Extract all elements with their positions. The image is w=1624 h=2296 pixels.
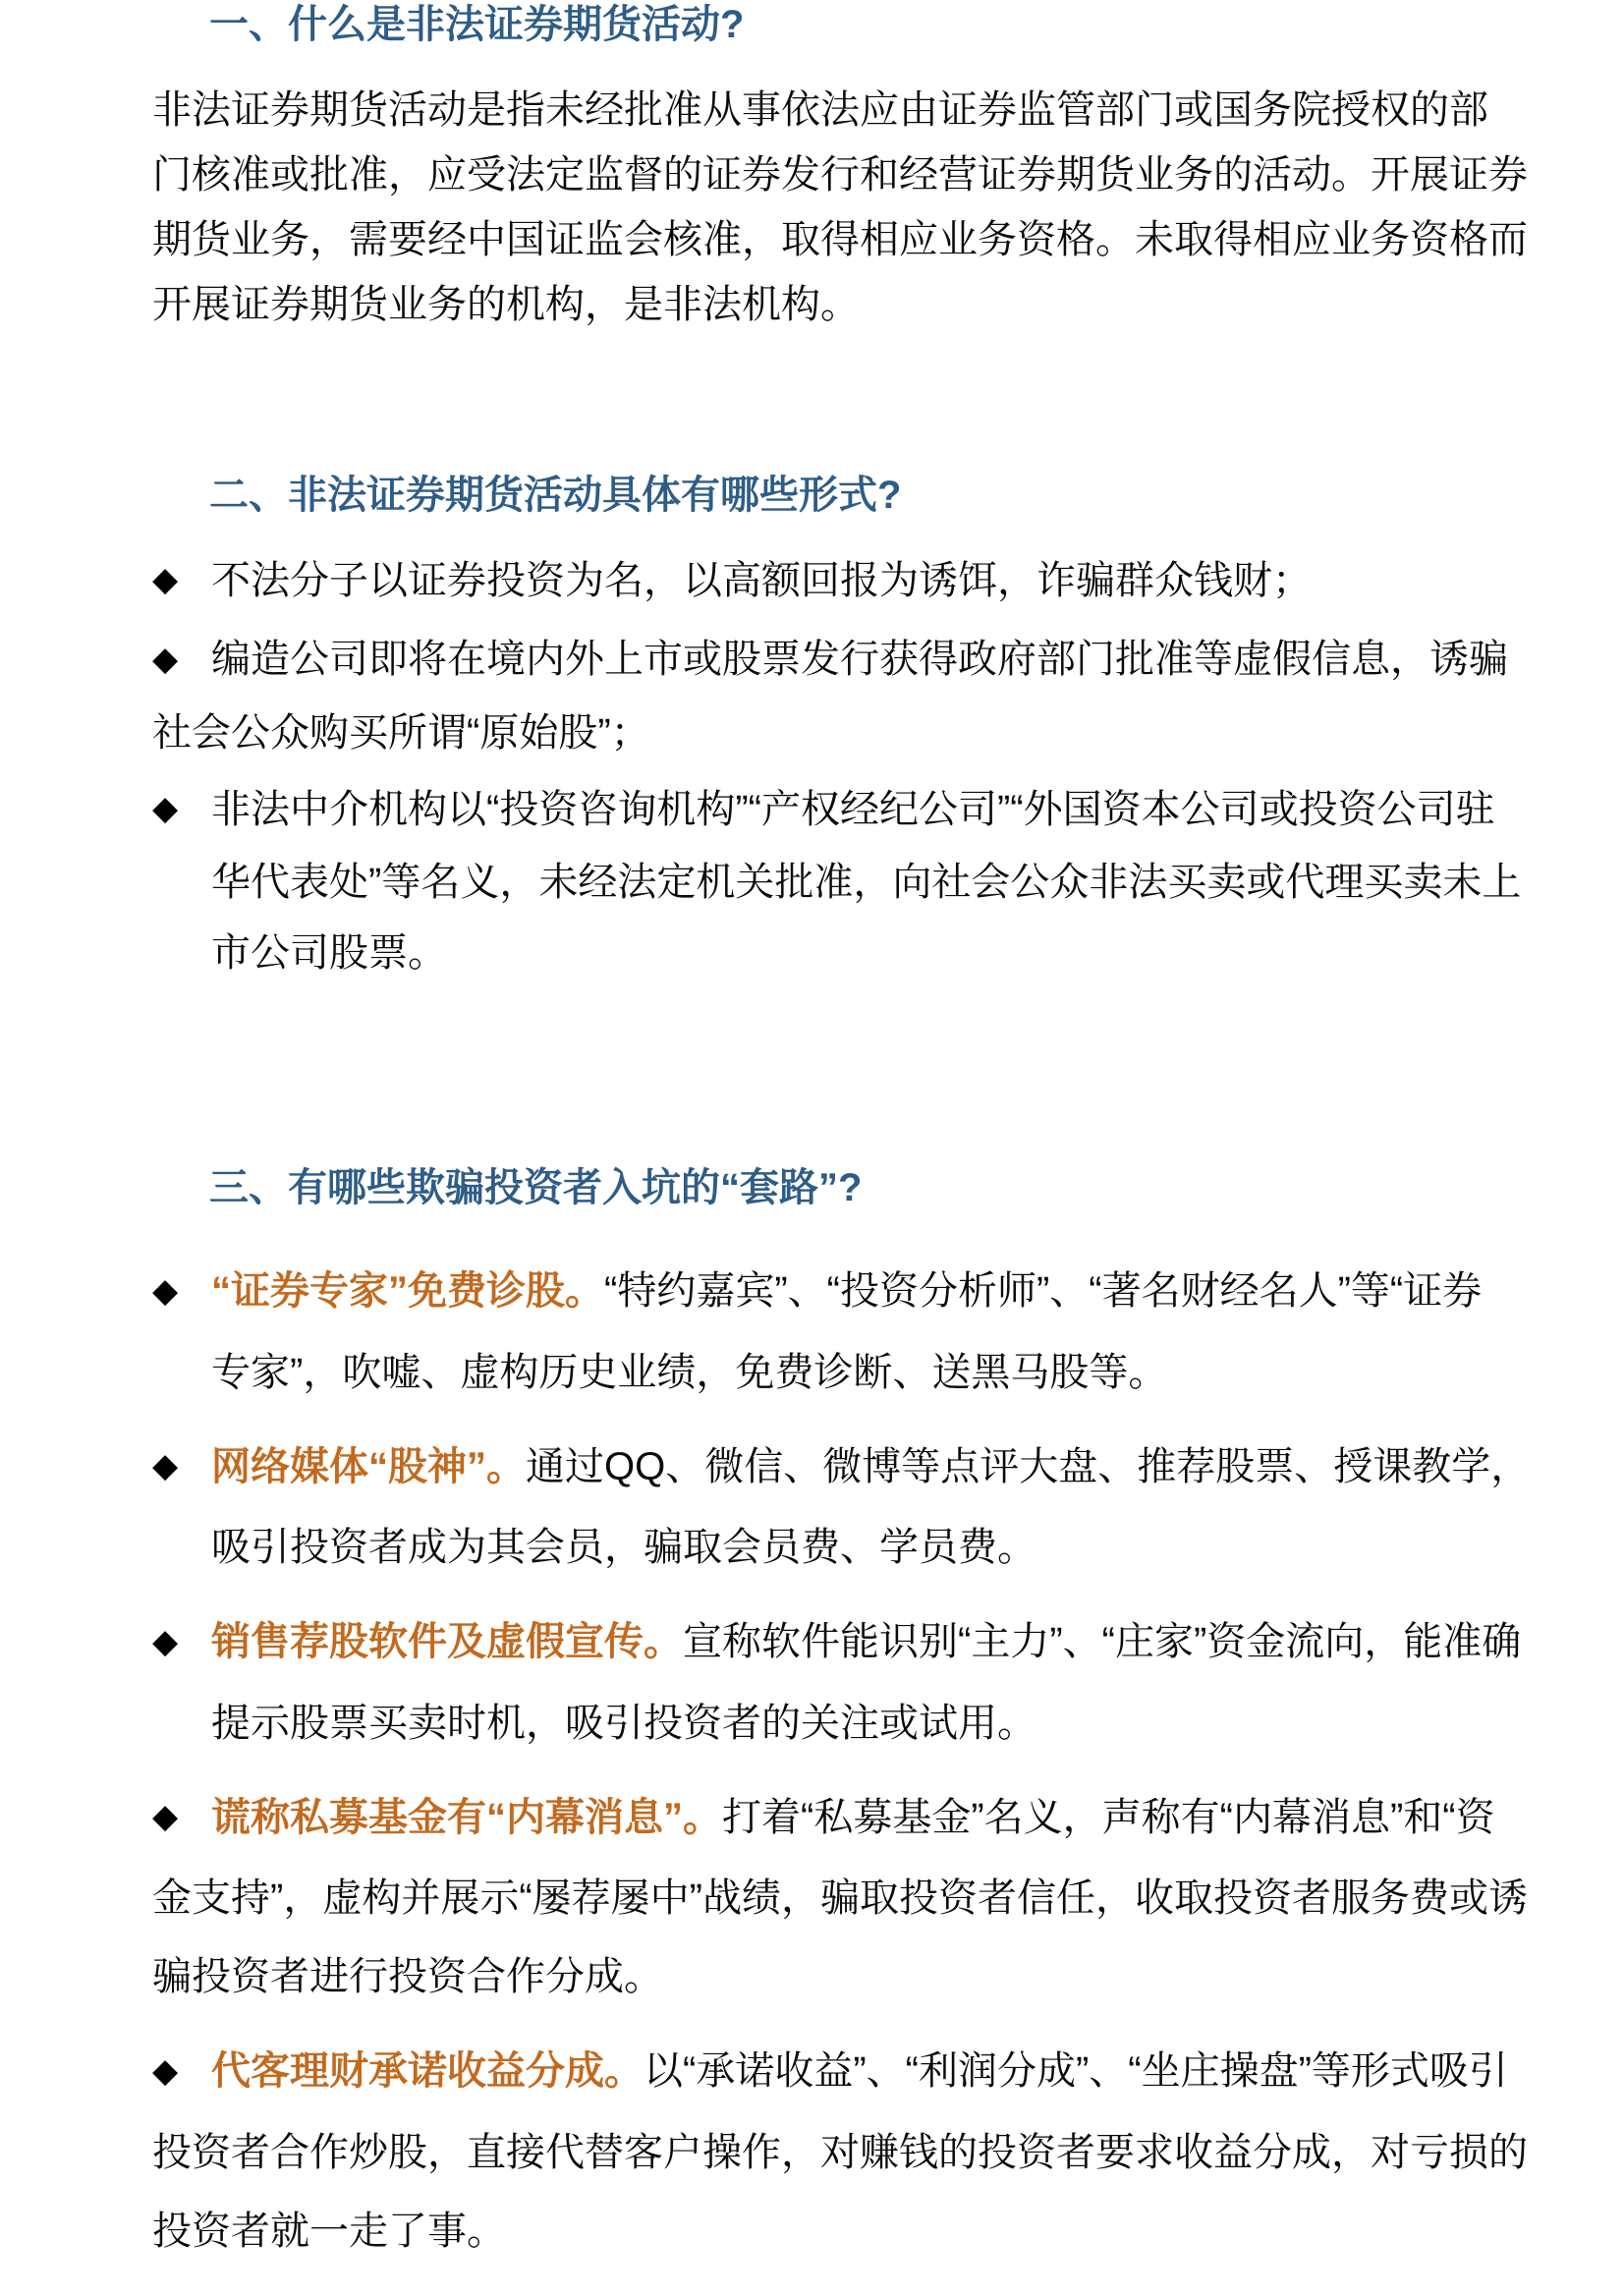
bullet-text: 宣称软件能识别“主力”、“庄家”资金流向，能准确	[683, 1620, 1522, 1664]
bullet-text: 打着“私募基金”名义，声称有“内幕消息”和“资	[722, 1795, 1495, 1839]
list-item	[152, 1428, 1624, 1587]
diamond-bullet-icon: ◆	[152, 2051, 179, 2090]
bullet-line: 金支持”，虚构并展示“屡荐屡中”战绩，骗取投资者信任，收取投资者服务费或诱	[152, 1876, 1528, 1921]
section1-paragraph	[152, 78, 1624, 337]
bullet-line: 骗投资者进行投资合作分成。	[152, 1955, 663, 1999]
section2-list	[152, 545, 1624, 988]
bullet-line	[152, 624, 1624, 697]
bullet-line: 华代表处”等名义，未经法定机关批准，向社会公众非法买卖或代理买卖未上	[211, 861, 1522, 905]
bullet-text: “特约嘉宾”、“投资分析师”、“著名财经名人”等“证券	[604, 1269, 1483, 1314]
diamond-bullet-icon: ◆	[152, 1798, 179, 1836]
bullet-line: 社会公众购买所谓“原始股”；	[152, 710, 650, 755]
section3-title: 三、有哪些欺骗投资者入坑的“套路”?	[209, 1166, 863, 1210]
list-item	[152, 1252, 1624, 1411]
section1-title: 一、什么是非法证券期货活动?	[209, 3, 745, 46]
diamond-bullet-icon: ◆	[152, 1447, 179, 1485]
bullet-lead-text: 代客理财承诺收益分成。	[211, 2049, 644, 2094]
section2-title: 二、非法证券期货活动具体有哪些形式?	[209, 474, 902, 517]
bullet-lead-text: “证券专家”免费诊股。	[211, 1269, 604, 1314]
diamond-bullet-icon: ◆	[152, 561, 179, 599]
list-item	[152, 545, 1624, 618]
list-item	[152, 1778, 1624, 2016]
bullet-text: 通过QQ、微信、微博等点评大盘、推荐股票、授课教学，	[526, 1444, 1531, 1488]
bullet-line: 投资者合作炒股，直接代替客户操作，对赚钱的投资者要求收益分成，对亏损的	[152, 2130, 1528, 2174]
paragraph-line: 非法证券期货活动是指未经批准从事依法应由证券监管部门或国务院授权的部	[152, 88, 1488, 132]
bullet-line	[152, 2032, 1624, 2112]
list-item	[152, 774, 1624, 988]
paragraph-line: 开展证券期货业务的机构，是非法机构。	[152, 283, 860, 326]
diamond-bullet-icon: ◆	[152, 1622, 179, 1660]
list-item	[152, 1602, 1624, 1762]
diamond-bullet-icon: ◆	[152, 640, 179, 678]
bullet-lead-text: 网络媒体“股神”。	[211, 1444, 526, 1488]
bullet-lead-text: 谎称私募基金有“内幕消息”。	[211, 1795, 722, 1839]
list-item	[152, 2032, 1624, 2269]
section3-list	[152, 1252, 1624, 2269]
bullet-line	[152, 1778, 1624, 1859]
bullet-text: 编造公司即将在境内外上市或股票发行获得政府部门批准等虚假信息，诱骗	[211, 638, 1508, 682]
bullet-line	[152, 1602, 1624, 1683]
bullet-line: 吸引投资者成为其会员，骗取会员费、学员费。	[211, 1526, 1036, 1570]
paragraph-line: 门核准或批准，应受法定监督的证券发行和经营证券期货业务的活动。开展证券	[152, 153, 1528, 196]
bullet-lead-text: 销售荐股软件及虚假宣传。	[211, 1620, 683, 1664]
bullet-line: 提示股票买卖时机，吸引投资者的关注或试用。	[211, 1701, 1036, 1745]
paragraph-line: 期货业务，需要经中国证监会核准，取得相应业务资格。未取得相应业务资格而	[152, 218, 1528, 261]
bullet-text: 非法中介机构以“投资咨询机构”“产权经纪公司”“外国资本公司或投资公司驻	[211, 787, 1495, 831]
diamond-bullet-icon: ◆	[152, 790, 179, 828]
bullet-line	[152, 1252, 1624, 1332]
bullet-text: 不法分子以证券投资为名，以高额回报为诱饵，诈骗群众钱财；	[211, 559, 1312, 602]
bullet-line: 投资者就一走了事。	[152, 2209, 506, 2253]
bullet-line	[152, 1428, 1624, 1508]
bullet-line	[152, 774, 1624, 847]
bullet-line: 专家”，吹嘘、虚构历史业绩，免费诊断、送黑马股等。	[211, 1350, 1168, 1394]
diamond-bullet-icon: ◆	[152, 1271, 179, 1310]
list-item	[152, 624, 1624, 767]
bullet-line	[152, 545, 1624, 618]
bullet-line: 市公司股票。	[211, 931, 447, 976]
bullet-text: 以“承诺收益”、“利润分成”、“坐庄操盘”等形式吸引	[644, 2049, 1508, 2094]
